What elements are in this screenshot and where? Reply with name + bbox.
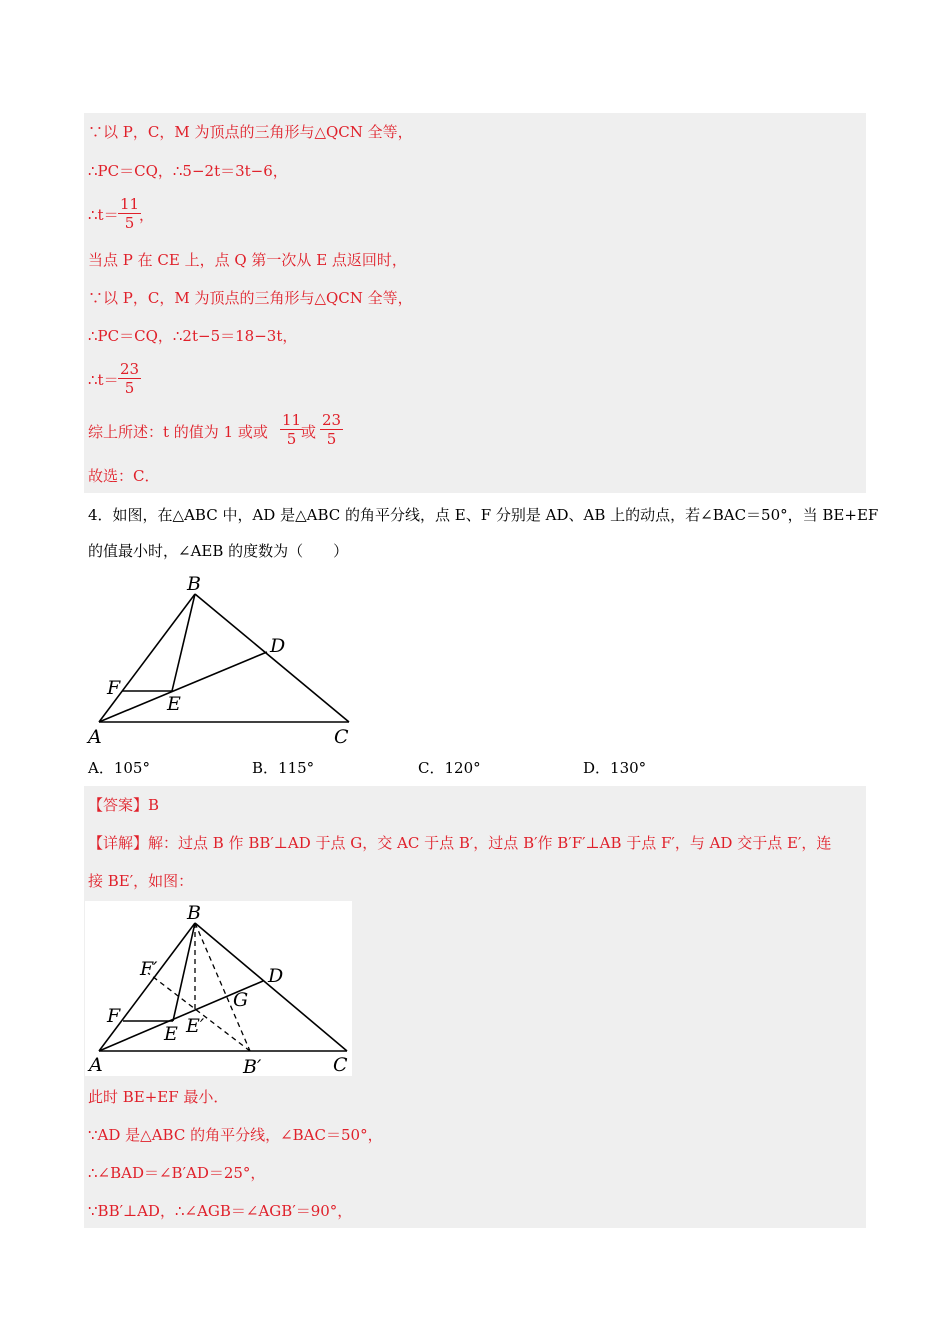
fraction	[320, 411, 343, 448]
detail-line: ∵AD 是△ABC 的角平分线，∠BAC＝50°，	[88, 1126, 383, 1144]
question-figure	[84, 570, 364, 750]
fraction	[280, 411, 303, 448]
segment-BC	[195, 923, 347, 1051]
label-B: B	[187, 902, 201, 924]
option-d: D．130°	[583, 759, 647, 777]
answer-line: 【答案】B	[88, 796, 160, 814]
detail-line: 此时 BE+EF 最小．	[88, 1088, 229, 1106]
label-C: C	[334, 726, 349, 748]
text-line: 故选：C．	[88, 467, 160, 485]
fraction-denominator: 5	[124, 379, 135, 397]
segment-BC	[195, 594, 349, 722]
question-text: 4．如图，在△ABC 中，AD 是△ABC 的角平分线，点 E、F 分别是 AD、AB 上的动点，若∠BAC＝50°，当 BE+EF	[88, 506, 879, 524]
option-c: C．120°	[418, 759, 481, 777]
text-line: 当点 P 在 CE 上，点 Q 第一次从 E 点返回时，	[88, 251, 407, 269]
detail-line: 【详解】解：过点 B 作 BB′⊥AD 于点 G，交 AC 于点 B′，过点 B′作 B′F′⊥AB 于点 F′，与 AD 交于点 E′，连	[88, 834, 832, 852]
solution-figure	[85, 901, 352, 1076]
label-E2: E′	[186, 1015, 205, 1037]
label-A: A	[88, 726, 102, 748]
label-D: D	[268, 965, 284, 987]
label-B: B	[187, 573, 201, 595]
question-text: 的值最小时，∠AEB 的度数为（ ）	[88, 542, 349, 560]
text-line: ∵以 P，C，M 为顶点的三角形与△QCN 全等，	[88, 123, 413, 141]
label-D: D	[270, 635, 286, 657]
fraction	[118, 360, 141, 397]
fraction-numerator: 23	[322, 411, 342, 429]
text-line: ∴t＝	[88, 371, 119, 389]
text-line: 综上所述：t 的值为 1 或或	[88, 423, 268, 441]
label-E: E	[164, 1023, 178, 1045]
label-E: E	[167, 693, 181, 715]
text-line: 或	[301, 423, 317, 441]
option-b: B．115°	[252, 759, 315, 777]
option-a: A．105°	[88, 759, 150, 777]
fraction-denominator: 5	[286, 430, 297, 448]
label-B2: B′	[243, 1056, 262, 1076]
text-line: ，	[139, 206, 155, 224]
text-line: ∴PC＝CQ，∴2t−5＝18−3t，	[88, 327, 298, 345]
fraction-denominator: 5	[124, 214, 135, 232]
fraction-numerator: 23	[120, 360, 140, 378]
fraction-numerator: 11	[120, 195, 140, 213]
fraction-numerator: 11	[282, 411, 302, 429]
fraction-denominator: 5	[326, 430, 337, 448]
detail-line: 接 BE′，如图：	[88, 872, 194, 890]
detail-line: ∴∠BAD＝∠B′AD＝25°，	[88, 1164, 266, 1182]
label-G: G	[233, 989, 249, 1011]
text-line: ∴PC＝CQ，∴5−2t＝3t−6，	[88, 162, 288, 180]
text-line: ∴t＝	[88, 206, 119, 224]
detail-line: ∵BB′⊥AD，∴∠AGB＝∠AGB′＝90°，	[88, 1202, 353, 1220]
label-A: A	[89, 1054, 103, 1076]
label-F: F	[107, 677, 121, 699]
label-F: F	[107, 1005, 121, 1027]
label-F2: F′	[140, 958, 158, 980]
fraction	[118, 195, 141, 232]
segment-AD	[99, 652, 267, 722]
text-line: ∵以 P，C，M 为顶点的三角形与△QCN 全等，	[88, 289, 413, 307]
label-C: C	[333, 1054, 348, 1076]
